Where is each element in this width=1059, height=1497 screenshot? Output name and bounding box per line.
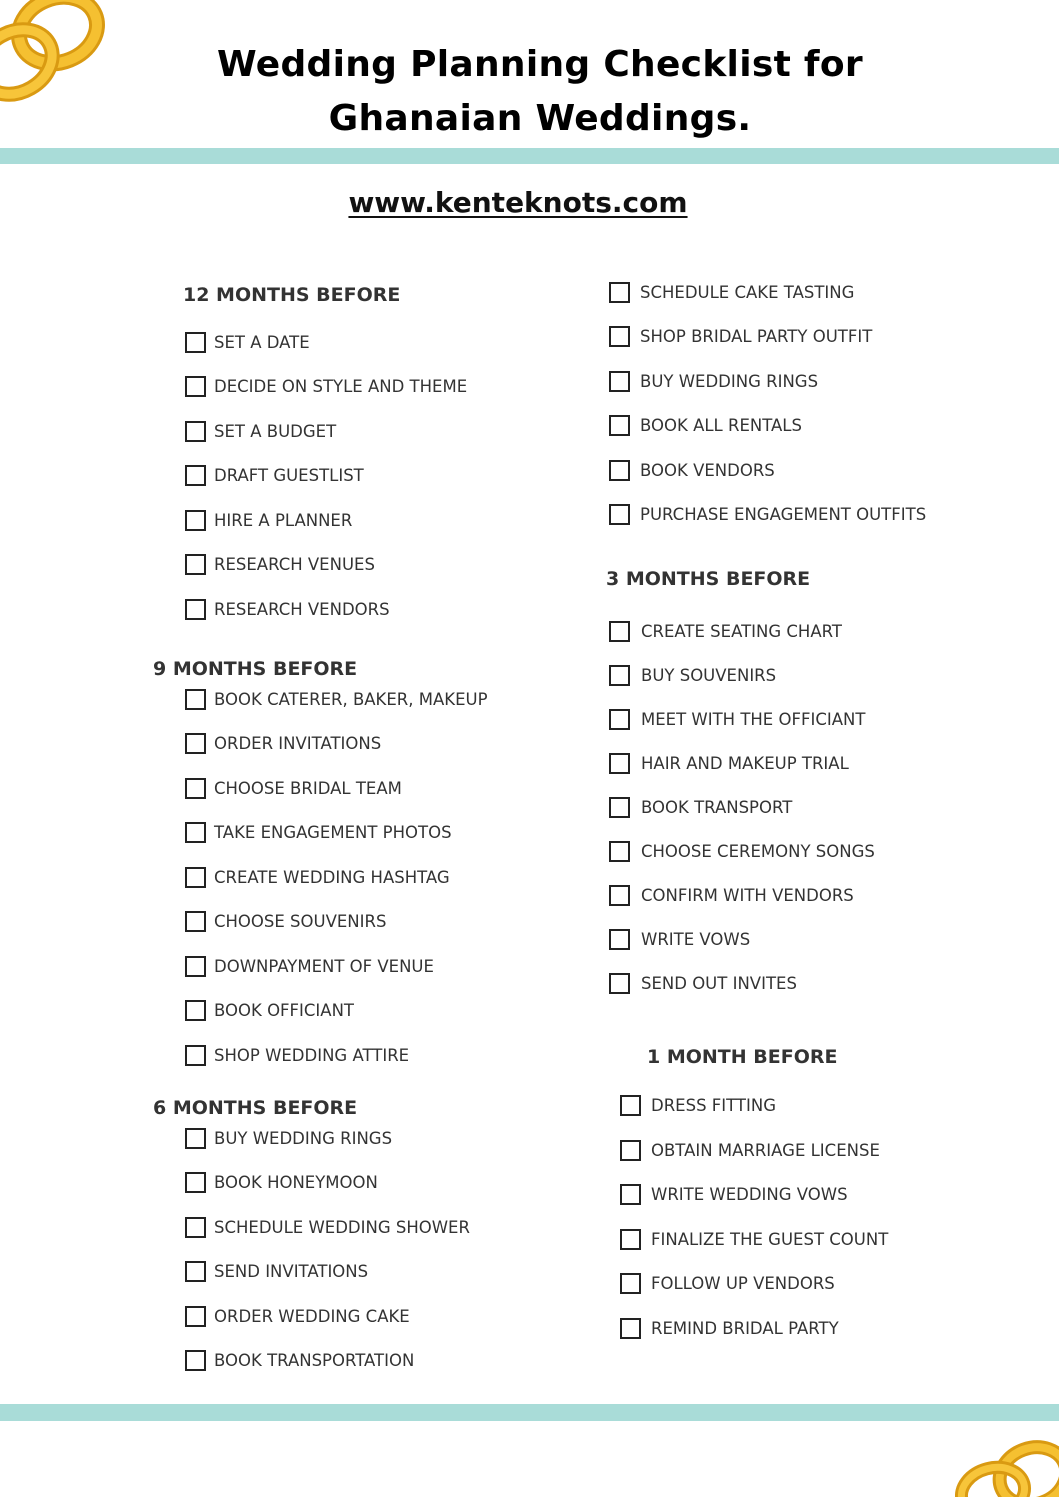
checklist-item-label: BOOK TRANSPORTATION: [214, 1351, 415, 1370]
checklist-item-label: BOOK VENDORS: [640, 461, 775, 480]
checkbox[interactable]: [185, 1217, 206, 1238]
checklist-item-label: DRAFT GUESTLIST: [214, 466, 364, 485]
checklist-item-label: WRITE VOWS: [641, 930, 751, 949]
checkbox[interactable]: [185, 1000, 206, 1021]
checkbox[interactable]: [185, 421, 206, 442]
checklist-item-label: CREATE SEATING CHART: [641, 622, 842, 641]
checkbox[interactable]: [620, 1184, 641, 1205]
checkbox[interactable]: [185, 822, 206, 843]
checkbox[interactable]: [620, 1229, 641, 1250]
checkbox[interactable]: [185, 1045, 206, 1066]
checklist-item-label: TAKE ENGAGEMENT PHOTOS: [214, 823, 452, 842]
checklist-item-label: PURCHASE ENGAGEMENT OUTFITS: [640, 505, 927, 524]
checklist-item-label: BOOK HONEYMOON: [214, 1173, 378, 1192]
checkbox[interactable]: [620, 1273, 641, 1294]
page-title: [0, 38, 1059, 146]
checkbox[interactable]: [609, 371, 630, 392]
checkbox[interactable]: [609, 621, 630, 642]
checkbox[interactable]: [609, 973, 630, 994]
checklist-item-label: BOOK OFFICIANT: [214, 1001, 355, 1020]
checklist-item-label: DECIDE ON STYLE AND THEME: [214, 377, 468, 396]
section-heading: 9 MONTHS BEFORE: [153, 658, 358, 680]
website-link[interactable]: www.kenteknots.com: [348, 186, 688, 219]
checklist-item-label: SEND INVITATIONS: [214, 1262, 369, 1281]
top-accent-band: [0, 148, 1059, 164]
checkbox[interactable]: [609, 326, 630, 347]
checkbox[interactable]: [185, 1306, 206, 1327]
checklist-item-label: BUY WEDDING RINGS: [640, 372, 819, 391]
checklist-item-label: DOWNPAYMENT OF VENUE: [214, 957, 434, 976]
checklist-item-label: BOOK TRANSPORT: [641, 798, 793, 817]
checkbox[interactable]: [620, 1095, 641, 1116]
checkbox[interactable]: [185, 554, 206, 575]
title-line-2: Ghanaian Weddings.: [328, 98, 752, 139]
checkbox[interactable]: [609, 460, 630, 481]
bottom-accent-band: [0, 1404, 1059, 1421]
checklist-item-label: HIRE A PLANNER: [214, 511, 353, 530]
checkbox[interactable]: [185, 911, 206, 932]
section-heading: 3 MONTHS BEFORE: [606, 568, 811, 590]
checkbox[interactable]: [185, 510, 206, 531]
checkbox[interactable]: [185, 1350, 206, 1371]
checklist-item-label: SHOP BRIDAL PARTY OUTFIT: [640, 327, 873, 346]
checklist-item-label: REMIND BRIDAL PARTY: [651, 1319, 839, 1338]
checkbox[interactable]: [185, 778, 206, 799]
checkbox[interactable]: [185, 1172, 206, 1193]
checklist-item-label: ORDER WEDDING CAKE: [214, 1307, 410, 1326]
checkbox[interactable]: [609, 797, 630, 818]
checkbox[interactable]: [185, 599, 206, 620]
title-line-1: Wedding Planning Checklist for: [217, 44, 863, 85]
checkbox[interactable]: [185, 465, 206, 486]
checklist-item-label: CHOOSE SOUVENIRS: [214, 912, 387, 931]
checklist-item-label: CHOOSE CEREMONY SONGS: [641, 842, 875, 861]
checklist-item-label: BOOK ALL RENTALS: [640, 416, 802, 435]
checklist-item-label: SET A DATE: [214, 333, 310, 352]
checkbox[interactable]: [185, 867, 206, 888]
checklist-item-label: CONFIRM WITH VENDORS: [641, 886, 854, 905]
checkbox[interactable]: [185, 1261, 206, 1282]
checkbox[interactable]: [185, 956, 206, 977]
checklist-item-label: RESEARCH VENDORS: [214, 600, 390, 619]
checkbox[interactable]: [609, 415, 630, 436]
checkbox[interactable]: [620, 1318, 641, 1339]
checklist-item-label: SHOP WEDDING ATTIRE: [214, 1046, 410, 1065]
checklist-item-label: BOOK CATERER, BAKER, MAKEUP: [214, 690, 488, 709]
checklist-item-label: SEND OUT INVITES: [641, 974, 797, 993]
checkbox[interactable]: [609, 929, 630, 950]
checkbox[interactable]: [609, 753, 630, 774]
checkbox[interactable]: [185, 733, 206, 754]
checkbox[interactable]: [609, 282, 630, 303]
checkbox[interactable]: [185, 376, 206, 397]
checkbox[interactable]: [609, 709, 630, 730]
checklist-item-label: SCHEDULE CAKE TASTING: [640, 283, 855, 302]
checklist-item-label: SCHEDULE WEDDING SHOWER: [214, 1218, 470, 1237]
checklist-item-label: DRESS FITTING: [651, 1096, 777, 1115]
wedding-rings-icon: [955, 1434, 1059, 1497]
checklist-item-label: RESEARCH VENUES: [214, 555, 375, 574]
checklist-item-label: FOLLOW UP VENDORS: [651, 1274, 835, 1293]
checkbox[interactable]: [185, 332, 206, 353]
checklist-item-label: MEET WITH THE OFFICIANT: [641, 710, 866, 729]
checklist-item-label: BUY WEDDING RINGS: [214, 1129, 393, 1148]
section-heading: 1 MONTH BEFORE: [647, 1046, 838, 1068]
checklist-item-label: FINALIZE THE GUEST COUNT: [651, 1230, 889, 1249]
checklist-item-label: OBTAIN MARRIAGE LICENSE: [651, 1141, 880, 1160]
checkbox[interactable]: [185, 689, 206, 710]
section-heading: 6 MONTHS BEFORE: [153, 1097, 358, 1119]
checkbox[interactable]: [609, 665, 630, 686]
section-heading: 12 MONTHS BEFORE: [183, 284, 401, 306]
checklist-item-label: WRITE WEDDING VOWS: [651, 1185, 848, 1204]
checklist-item-label: SET A BUDGET: [214, 422, 337, 441]
checklist-item-label: ORDER INVITATIONS: [214, 734, 382, 753]
checklist-item-label: BUY SOUVENIRS: [641, 666, 777, 685]
checkbox[interactable]: [609, 885, 630, 906]
checkbox[interactable]: [620, 1140, 641, 1161]
checkbox[interactable]: [609, 504, 630, 525]
checklist-item-label: CHOOSE BRIDAL TEAM: [214, 779, 402, 798]
checklist-item-label: HAIR AND MAKEUP TRIAL: [641, 754, 849, 773]
checkbox[interactable]: [609, 841, 630, 862]
checklist-item-label: CREATE WEDDING HASHTAG: [214, 868, 450, 887]
checkbox[interactable]: [185, 1128, 206, 1149]
